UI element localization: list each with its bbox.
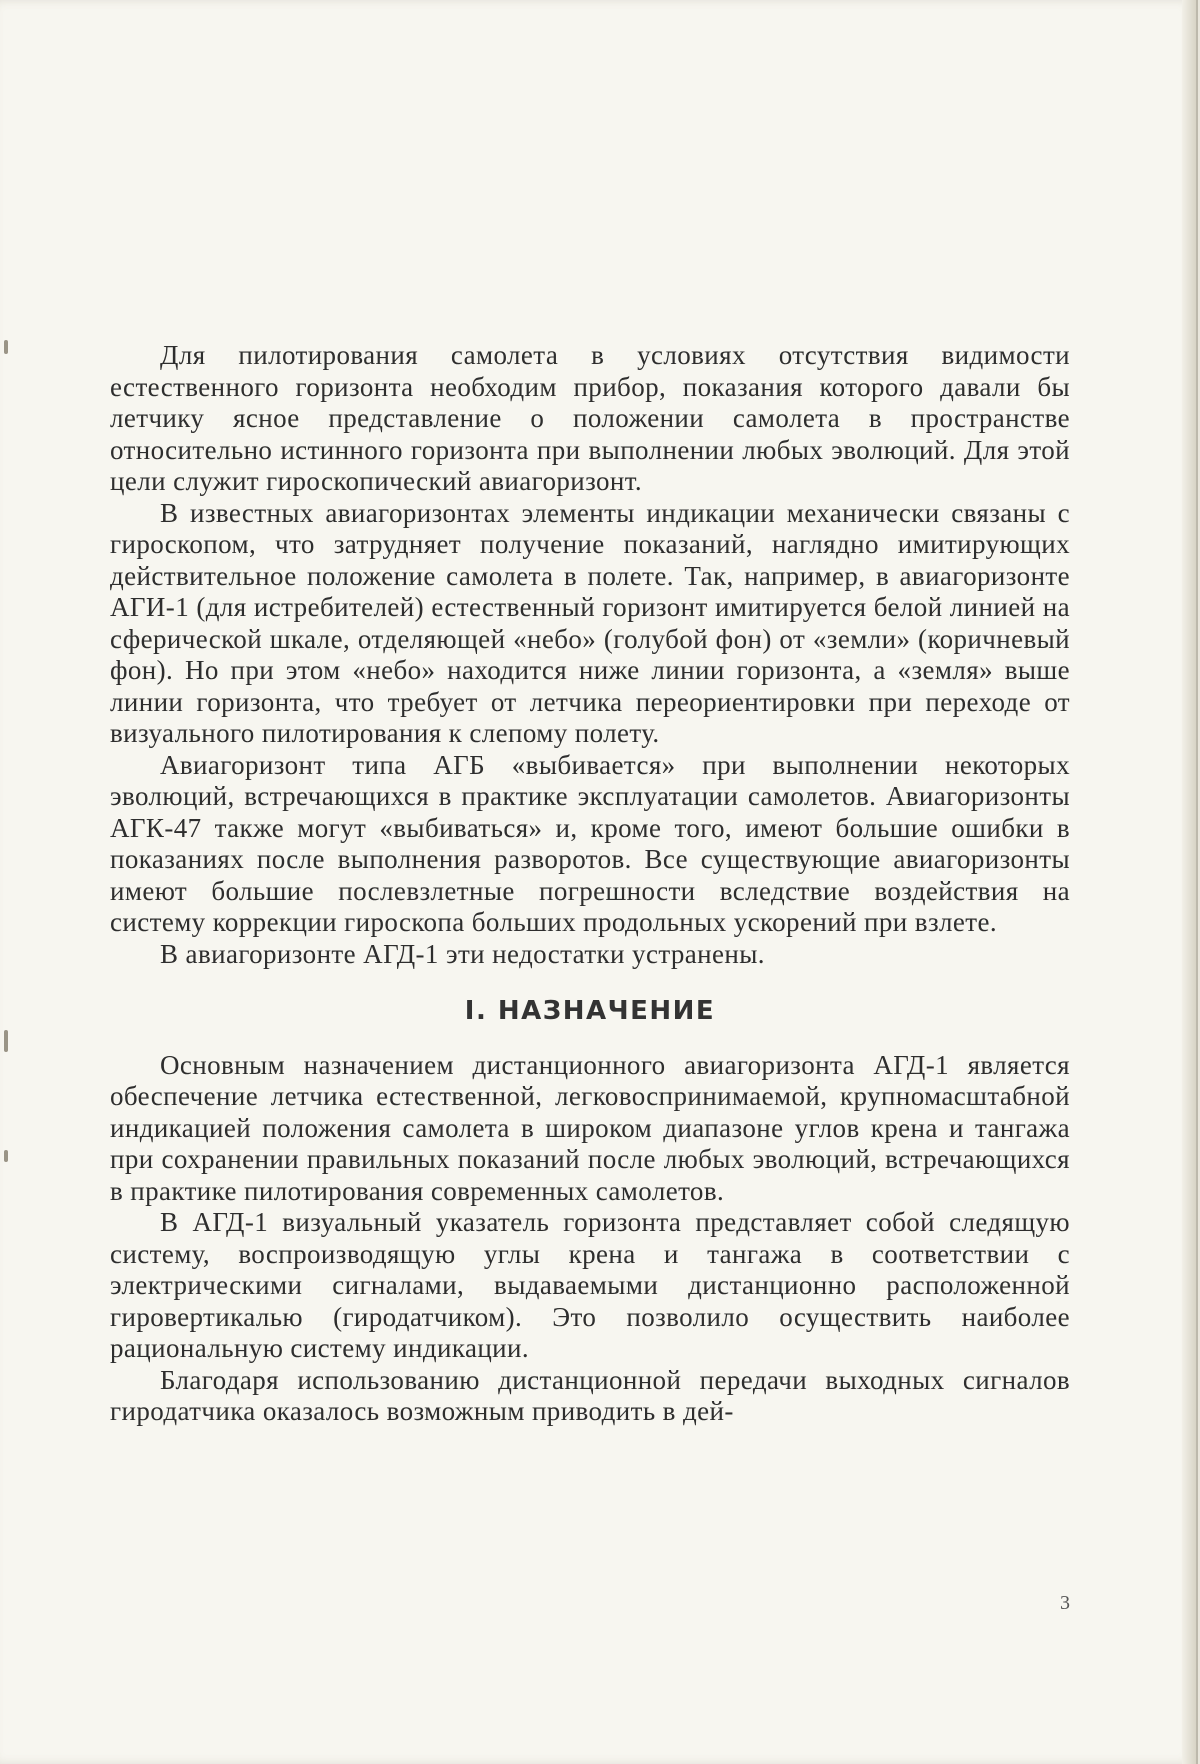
margin-mark [4,340,8,354]
page-edge [1182,0,1196,1764]
paragraph: В авиагоризонте АГД-1 эти недостатки устранены. [160,938,765,969]
paragraph: В АГД-1 визуальный указатель горизонта представляет собой следящую систему, воспроизводящую углы крена и тангажа в соответствии с электрическими сигналами, выдаваемыми дистанционно расположенной гировертикалью (гиродатчиком). Это позволило осуществить наиболее рациональную систему индикации. [110,1207,1070,1363]
margin-mark [4,1150,8,1162]
paragraph: Для пилотирования самолета в условиях отсутствия видимости естественного горизонта необходим прибор, показания которого давали бы летчику ясное представление о положении самолета в пространстве относительно истинного горизонта при выполнении любых эволюций. Для этой цели служит гироскопический авиагоризонт. [110,340,1070,496]
paragraph: Благодаря использованию дистанционной передачи выходных сигналов гиродатчика оказалось возможным приводить в дей- [110,1364,1070,1426]
paragraph: В известных авиагоризонтах элементы индикации механически связаны с гироскопом, что затрудняет получение показаний, наглядно имитирующих действительное положение самолета в полете. Так, например, в авиагоризонте АГИ-1 (для истребителей) естественный горизонт имитируется белой линией на сферической шкале, отделяющей «небо» (голубой фон) от «земли» (коричневый фон). Но при этом «небо» находится ниже линии горизонта, а «земля» выше линии горизонта, что требует от летчика переориентировки при переходе от визуального пилотирования к слепому полету. [110,497,1070,748]
paragraph: Авиагоризонт типа АГБ «выбивается» при выполнении некоторых эволюций, встречающихся в практике эксплуатации самолетов. Авиагоризонты АГК-47 также могут «выбиваться» и, кроме того, имеют большие ошибки в показаниях после выполнения разворотов. Все существующие авиагоризонты имеют большие послевзлетные погрешности вследствие воздействия на систему коррекции гироскопа больших продольных ускорений при взлете. [110,749,1070,937]
paragraph: Основным назначением дистанционного авиагоризонта АГД-1 является обеспечение летчика естественной, легковоспринимаемой, крупномасштабной индикацией положения самолета в широком диапазоне углов крена и тангажа при сохранении правильных показаний после любых эволюций, встречающихся в практике пилотирования современных самолетов. [110,1049,1070,1206]
margin-mark [4,1030,8,1052]
body-text [110,340,1070,1428]
section-heading: I. НАЗНАЧЕНИЕ [464,996,716,1026]
page-number: 3 [1060,1592,1070,1614]
